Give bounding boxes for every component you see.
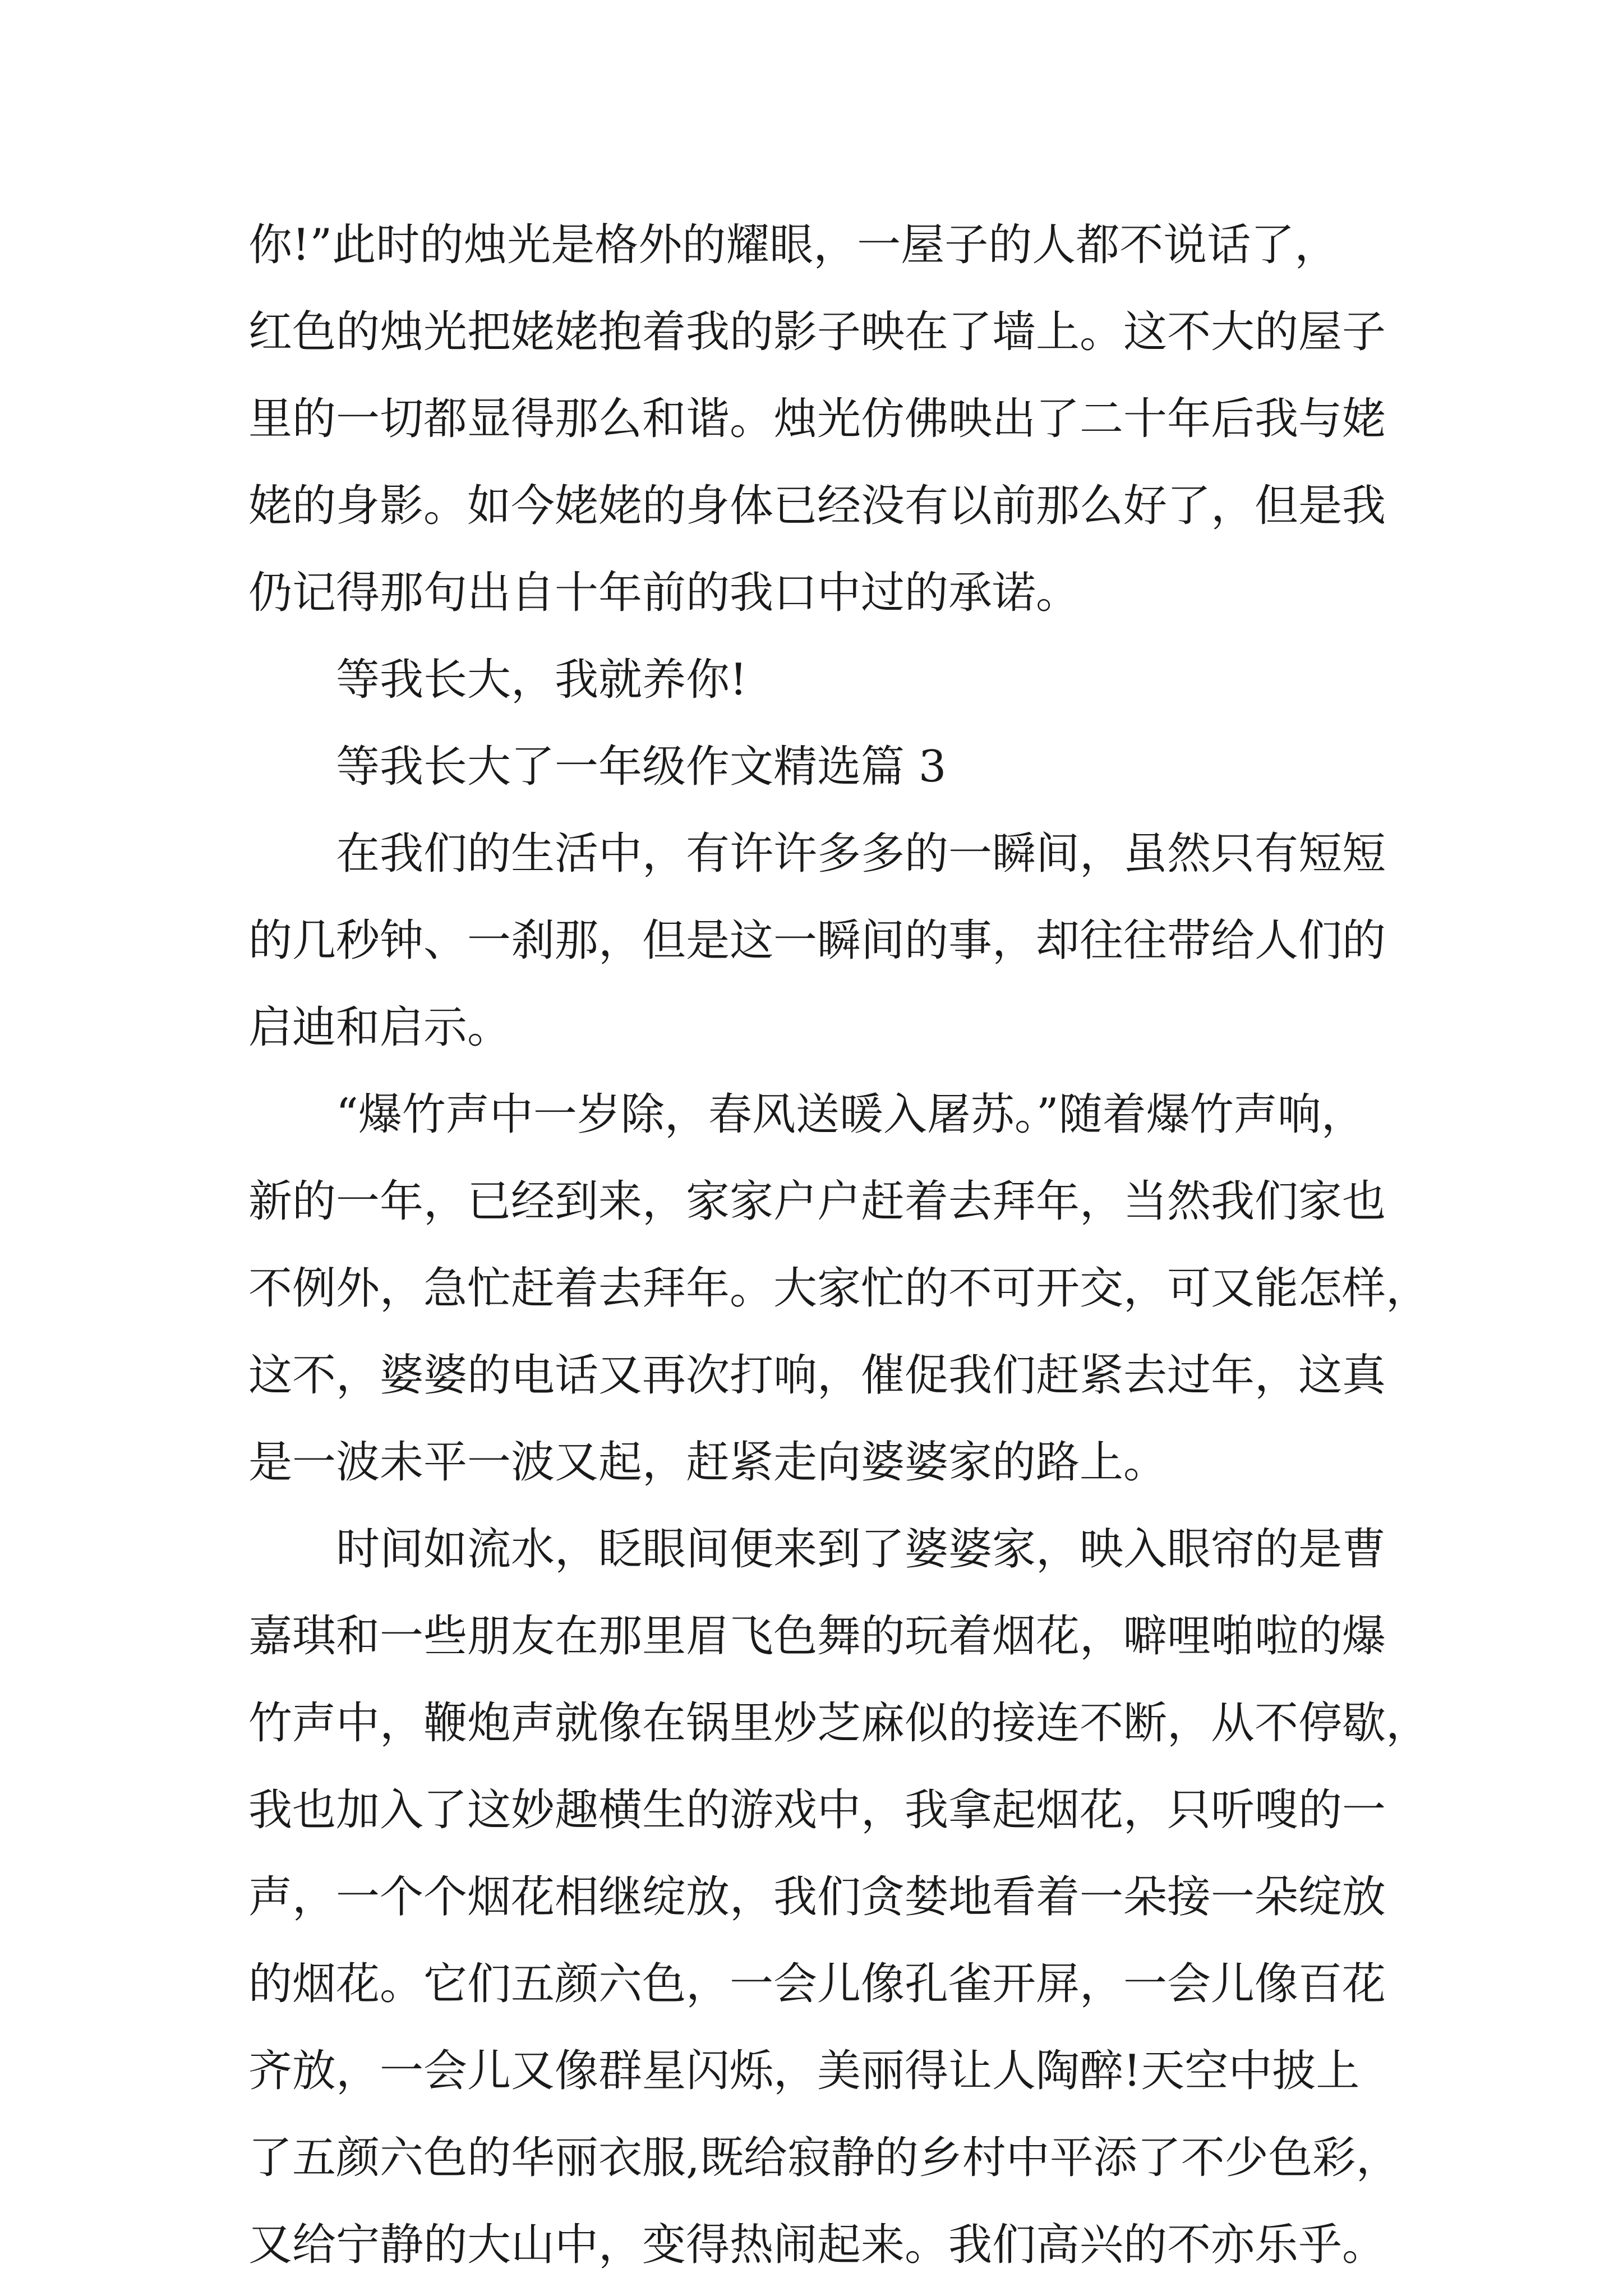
section-heading: 等我长大了一年级作文精选篇 3 bbox=[336, 742, 947, 792]
text-line: 是一波未平一波又起，赶紧走向婆婆家的路上。 bbox=[248, 1437, 1168, 1488]
text-line: 等我长大，我就养你! bbox=[336, 655, 748, 705]
text-line: 在我们的生活中，有许许多多的一瞬间，虽然只有短短 bbox=[336, 829, 1386, 879]
text-line: 姥的身影。如今姥姥的身体已经没有以前那么好了，但是我 bbox=[248, 481, 1386, 531]
text-line: 嘉琪和一些朋友在那里眉飞色舞的玩着烟花，噼哩啪啦的爆 bbox=[248, 1611, 1386, 1662]
text-line: 不例外，急忙赶着去拜年。大家忙的不可开交，可又能怎样， bbox=[248, 1263, 1430, 1314]
text-line: “爆竹声中一岁除，春风送暖入屠苏。”随着爆竹声响， bbox=[336, 1089, 1365, 1140]
text-line: 的烟花。它们五颜六色，一会儿像孔雀开屏，一会儿像百花 bbox=[248, 1959, 1386, 2009]
text-line: 声，一个个烟花相继绽放，我们贪婪地看着一朵接一朵绽放 bbox=[248, 1872, 1386, 1922]
text-line: 又给宁静的大山中，变得热闹起来。我们高兴的不亦乐乎。 bbox=[248, 2220, 1386, 2270]
text-line: 红色的烛光把姥姥抱着我的影子映在了墙上。这不大的屋子 bbox=[248, 307, 1386, 357]
text-line: 这不，婆婆的电话又再次打响，催促我们赶紧去过年，这真 bbox=[248, 1350, 1386, 1401]
text-line: 时间如流水，眨眼间便来到了婆婆家，映入眼帘的是曹 bbox=[336, 1524, 1386, 1575]
text-line: 竹声中，鞭炮声就像在锅里炒芝麻似的接连不断，从不停歇， bbox=[248, 1698, 1430, 1749]
text-line: 的几秒钟、一刹那，但是这一瞬间的事，却往往带给人们的 bbox=[248, 915, 1386, 966]
document-body bbox=[248, 202, 1430, 2289]
text-line: 新的一年，已经到来，家家户户赶着去拜年，当然我们家也 bbox=[248, 1176, 1386, 1227]
text-line: 了五颜六色的华丽衣服,既给寂静的乡村中平添了不少色彩， bbox=[248, 2133, 1400, 2183]
text-line: 齐放，一会儿又像群星闪烁，美丽得让人陶醉!天空中披上 bbox=[248, 2046, 1360, 2096]
text-line: 启迪和启示。 bbox=[248, 1002, 511, 1053]
text-line: 里的一切都显得那么和谐。烛光仿佛映出了二十年后我与姥 bbox=[248, 394, 1386, 444]
text-line: 仍记得那句出自十年前的我口中过的承诺。 bbox=[248, 568, 1080, 618]
text-line: 你!”此时的烛光是格外的耀眼，一屋子的人都不说话了， bbox=[248, 220, 1339, 270]
text-line: 我也加入了这妙趣横生的游戏中，我拿起烟花，只听嗖的一 bbox=[248, 1785, 1386, 1835]
